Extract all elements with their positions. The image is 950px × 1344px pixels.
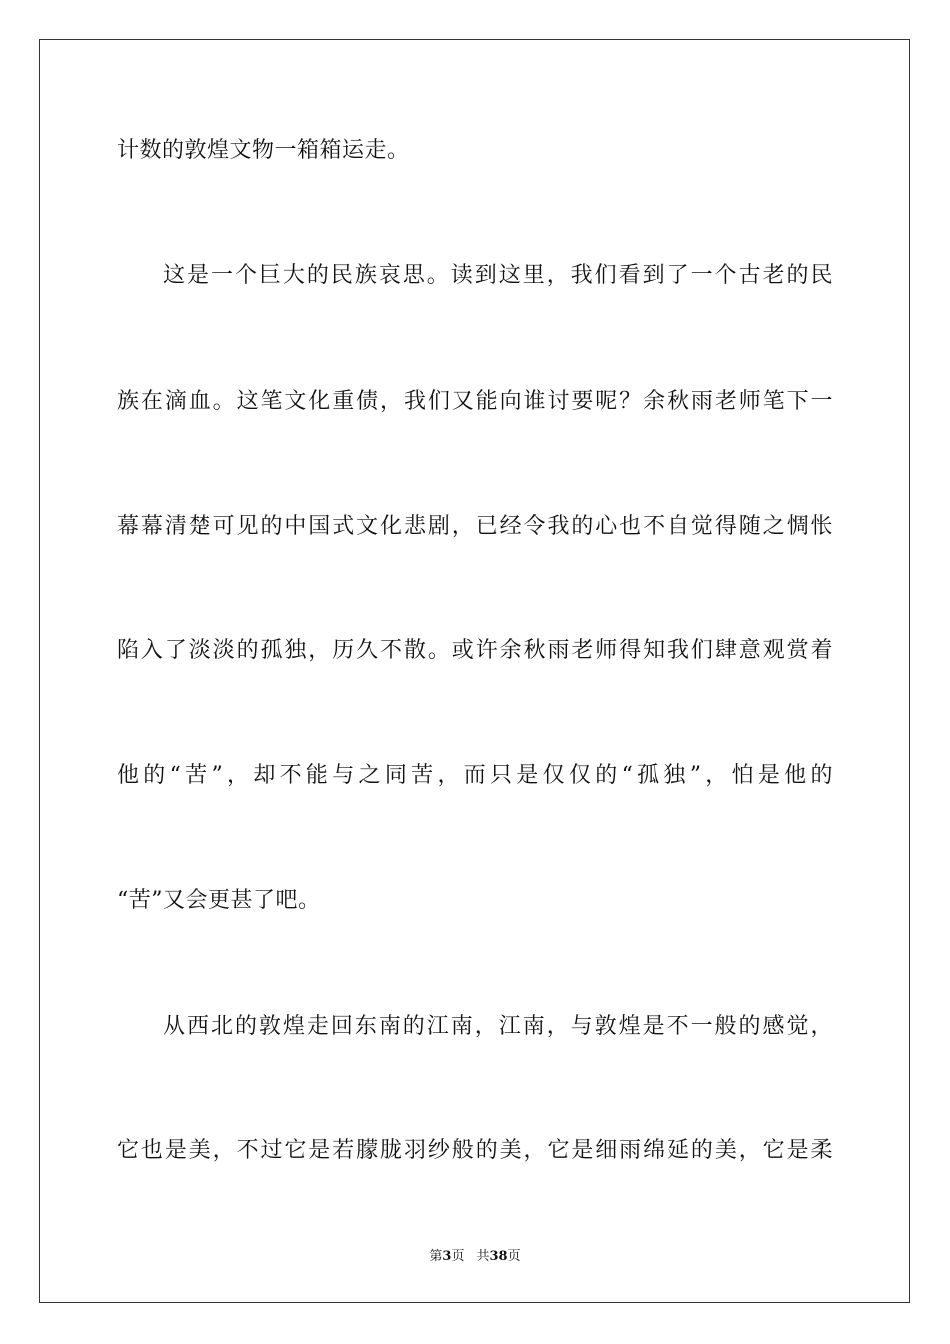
page-border: [39, 39, 910, 1303]
text-line-2: 这是一个巨大的民族哀思。读到这里，我们看到了一个古老的民: [163, 263, 833, 288]
footer-total-suffix: 页: [507, 1249, 521, 1264]
text-line-7: “苦”又会更甚了吧。: [117, 888, 321, 913]
footer-page-number: 3: [442, 1249, 452, 1264]
text-line-5: 陷入了淡淡的孤独，历久不散。或许余秋雨老师得知我们肆意观赏着: [117, 638, 833, 663]
footer-page-prefix: 第: [429, 1249, 443, 1264]
text-line-3: 族在滴血。这笔文化重债，我们又能向谁讨要呢？余秋雨老师笔下一: [117, 389, 833, 414]
footer-total-prefix: 共: [476, 1249, 490, 1264]
footer-page-suffix: 页: [451, 1249, 465, 1264]
footer-total-pages: 38: [489, 1249, 508, 1264]
text-line-9: 它也是美，不过它是若朦胧羽纱般的美，它是细雨绵延的美，它是柔: [117, 1138, 833, 1163]
text-line-1: 计数的敦煌文物一箱箱运走。: [117, 138, 410, 163]
page-footer: [0, 1248, 950, 1266]
text-line-8: 从西北的敦煌走回东南的江南，江南，与敦煌是不一般的感觉，: [163, 1014, 833, 1039]
text-line-4: 幕幕清楚可见的中国式文化悲剧，已经令我的心也不自觉得随之惆怅: [117, 514, 833, 539]
text-line-6: 他的“苦”，却不能与之同苦，而只是仅仅的“孤独”，怕是他的: [117, 763, 833, 788]
